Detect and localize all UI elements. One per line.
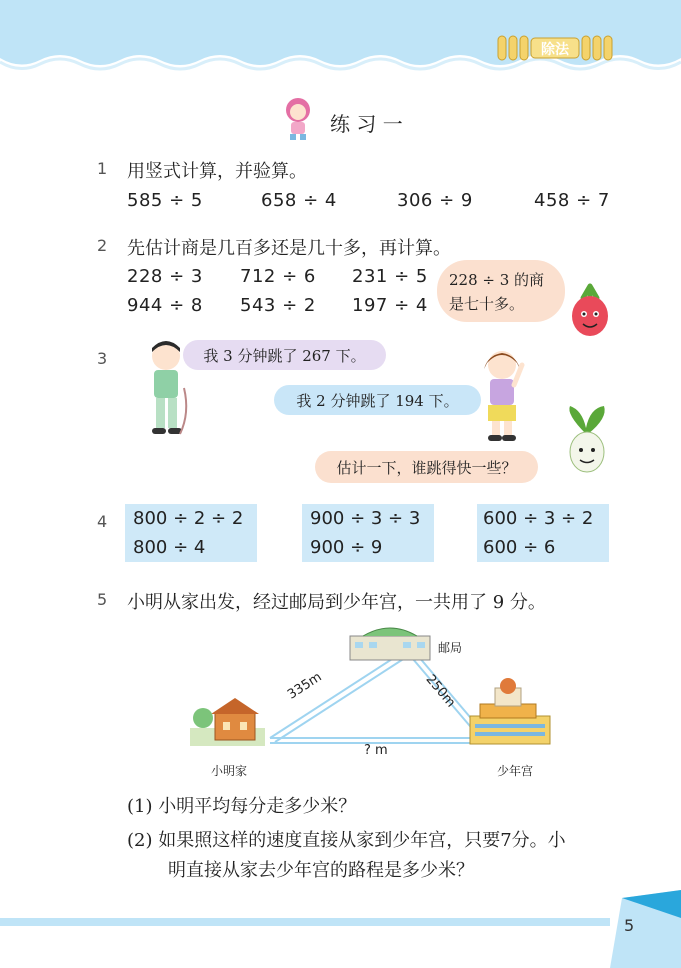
expression: 600 ÷ 3 ÷ 2 (483, 508, 594, 529)
question-text: 小明从家出发，经过邮局到少年宫，一共用了 9 分。 (127, 592, 546, 613)
expression: 197 ÷ 4 (352, 295, 428, 316)
expression: 658 ÷ 4 (261, 190, 337, 211)
question-text: 先估计商是几百多还是几十多，再计算。 (127, 238, 451, 259)
expression: 585 ÷ 5 (127, 190, 203, 211)
palace-label: 少年宫 (497, 764, 534, 778)
question-number: 1 (97, 159, 108, 178)
post-office-label: 邮局 (438, 641, 463, 655)
page-number: 5 (624, 916, 635, 935)
footer-band (0, 918, 610, 926)
question-text: 用竖式计算，并验算。 (127, 161, 307, 182)
expression: 543 ÷ 2 (240, 295, 316, 316)
speech-bubble-radish: 估计一下，谁跳得快一些？ (315, 451, 538, 483)
hint-bubble (437, 260, 565, 322)
hint-text: 是七十多。 (449, 295, 525, 313)
expression-box (477, 504, 609, 562)
page-corner (600, 890, 681, 968)
home-label: 小明家 (211, 764, 248, 778)
expression: 458 ÷ 7 (534, 190, 610, 211)
question-number: 2 (97, 236, 108, 255)
chapter-title: 除法 (541, 42, 569, 58)
hint-text: 228 ÷ 3 的商 (449, 271, 545, 289)
sub-question: (2) 如果照这样的速度直接从家到少年宫，只要7分。小 (127, 830, 566, 851)
sub-question: (1) 小明平均每分走多少米？ (127, 796, 357, 817)
home-building (190, 698, 265, 746)
expression: 600 ÷ 6 (483, 537, 556, 558)
expression: 900 ÷ 3 ÷ 3 (310, 508, 421, 529)
bottom-distance-label: ? m (364, 743, 388, 758)
expression: 231 ÷ 5 (352, 266, 428, 287)
expression: 228 ÷ 3 (127, 266, 203, 287)
girl-mascot-icon (278, 94, 320, 142)
youth-palace-building (470, 678, 550, 744)
expression-box (302, 504, 434, 562)
question-number: 3 (97, 349, 108, 368)
expression: 712 ÷ 6 (240, 266, 316, 287)
post-office-building (350, 628, 430, 660)
question-number: 5 (97, 590, 108, 609)
expression: 944 ÷ 8 (127, 295, 203, 316)
expression-box (125, 504, 257, 562)
section-title: 练 习 一 (330, 112, 403, 136)
expression: 800 ÷ 2 ÷ 2 (133, 508, 244, 529)
chapter-tag (494, 33, 616, 63)
expression: 306 ÷ 9 (397, 190, 473, 211)
left-distance-label: 335m (285, 669, 325, 703)
expression: 800 ÷ 4 (133, 537, 206, 558)
speech-bubble-boy: 我 3 分钟跳了 267 下。 (183, 340, 386, 370)
right-distance-label: 250m (422, 672, 459, 711)
girl-figure-icon (470, 345, 532, 445)
sub-question-continued: 明直接从家去少年宫的路程是多少米？ (168, 860, 474, 881)
vegetable-mascot-icon (556, 404, 618, 482)
radish-mascot-icon (565, 282, 615, 340)
expression: 900 ÷ 9 (310, 537, 383, 558)
speech-bubble-girl: 我 2 分钟跳了 194 下。 (274, 385, 481, 415)
question-number: 4 (97, 512, 108, 531)
